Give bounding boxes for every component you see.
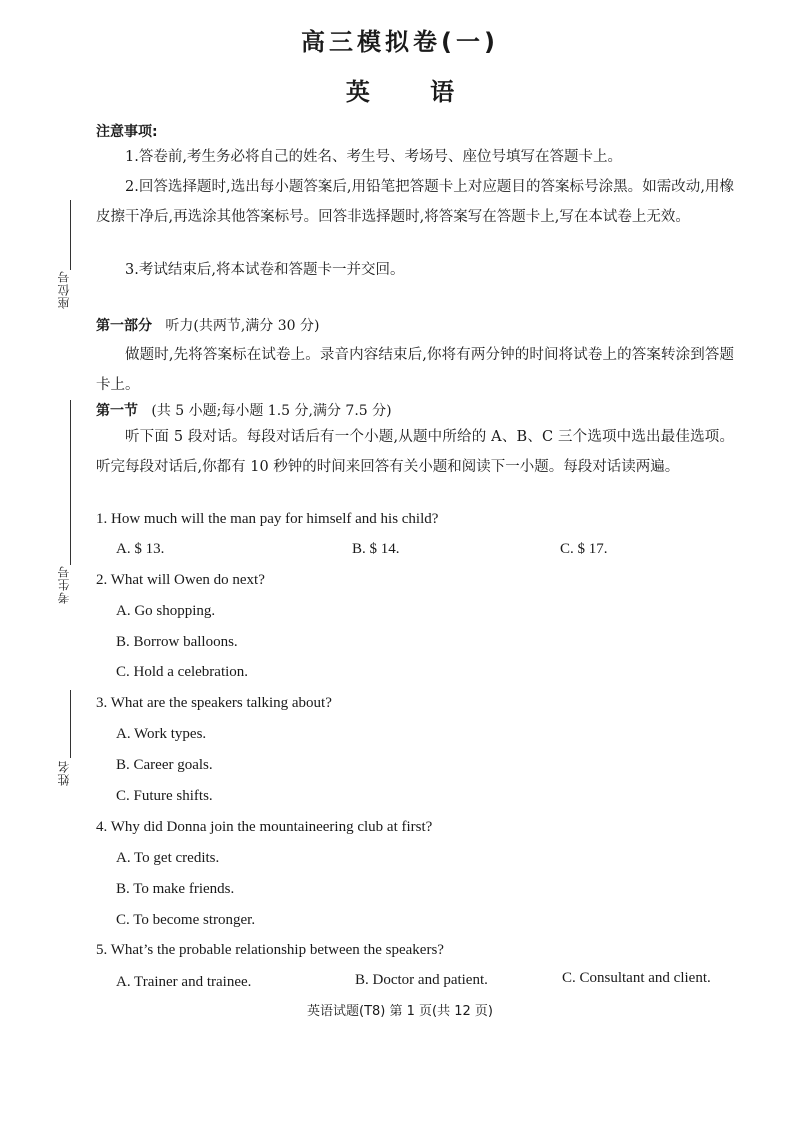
question-1-option-c: C. $ 17. — [560, 541, 608, 557]
question-4-option-b: B. To make friends. — [116, 881, 235, 897]
part1-title: 第一部分 — [96, 318, 152, 334]
page-footer: 英语试题(T8) 第 1 页(共 12 页) — [307, 1004, 493, 1019]
question-5-option-a: A. Trainer and trainee. — [116, 974, 252, 990]
seat-line — [70, 200, 71, 270]
exam-no-line — [70, 400, 71, 565]
notice-item-1: 1.答卷前,考生务必将自己的姓名、考生号、考场号、座位号填写在答题卡上。 — [125, 149, 622, 165]
name-label: 姓名 — [57, 760, 71, 786]
question-4-stem: 4. Why did Donna join the mountaineering club at first? — [96, 819, 433, 835]
notice-item-3: 3.考试结束后,将本试卷和答题卡一并交回。 — [125, 262, 405, 278]
part1-instruction: 做题时,先将答案标在试卷上。录音内容结束后,你将有两分钟的时间将试卷上的答案转涂到答题卡上。 — [96, 347, 734, 393]
question-5-option-b: B. Doctor and patient. — [355, 972, 488, 988]
notice-item-2: 2.回答选择题时,选出每小题答案后,用铅笔把答题卡上对应题目的答案标号涂黑。如需改动,用橡皮擦干净后,再选涂其他答案标号。回答非选择题时,将答案写在答题卡上,写在本试卷上无效。 — [96, 179, 734, 225]
section1-heading — [96, 400, 392, 420]
seat-label: 座位号 — [57, 270, 71, 309]
question-1-option-b: B. $ 14. — [352, 541, 400, 557]
question-1-stem: 1. How much will the man pay for himself and his child? — [96, 511, 439, 527]
question-2-option-b: B. Borrow balloons. — [116, 634, 238, 650]
question-2-stem: 2. What will Owen do next? — [96, 572, 265, 588]
name-line — [70, 690, 71, 758]
question-3-stem: 3. What are the speakers talking about? — [96, 695, 332, 711]
part1-desc: 听力(共两节,满分 30 分) — [165, 318, 320, 334]
question-5-option-c: C. Consultant and client. — [562, 970, 711, 986]
exam-title: 高三模拟卷(一) — [301, 28, 499, 56]
question-2-option-c: C. Hold a celebration. — [116, 664, 249, 680]
section1-instruction: 听下面 5 段对话。每段对话后有一个小题,从题中所给的 A、B、C 三个选项中选出最佳选项。听完每段对话后,你都有 10 秒钟的时间来回答有关小题和阅读下一小题。每段对话读两遍。 — [96, 429, 734, 475]
question-1-option-a: A. $ 13. — [116, 541, 165, 557]
question-3-option-b: B. Career goals. — [116, 757, 213, 773]
section1-desc: (共 5 小题;每小题 1.5 分,满分 7.5 分) — [151, 403, 392, 419]
question-4-option-c: C. To become stronger. — [116, 912, 256, 928]
notice-heading: 注意事项: — [96, 124, 158, 140]
question-3-option-a: A. Work types. — [116, 726, 207, 742]
exam-no-label: 考生号 — [57, 565, 71, 604]
question-4-option-a: A. To get credits. — [116, 850, 220, 866]
question-2-option-a: A. Go shopping. — [116, 603, 216, 619]
part1-heading — [96, 315, 319, 335]
section1-title: 第一节 — [96, 403, 138, 419]
question-5-stem: 5. What’s the probable relationship between the speakers? — [96, 942, 444, 958]
question-3-option-c: C. Future shifts. — [116, 788, 213, 804]
subject-title: 英 语 — [345, 78, 481, 106]
